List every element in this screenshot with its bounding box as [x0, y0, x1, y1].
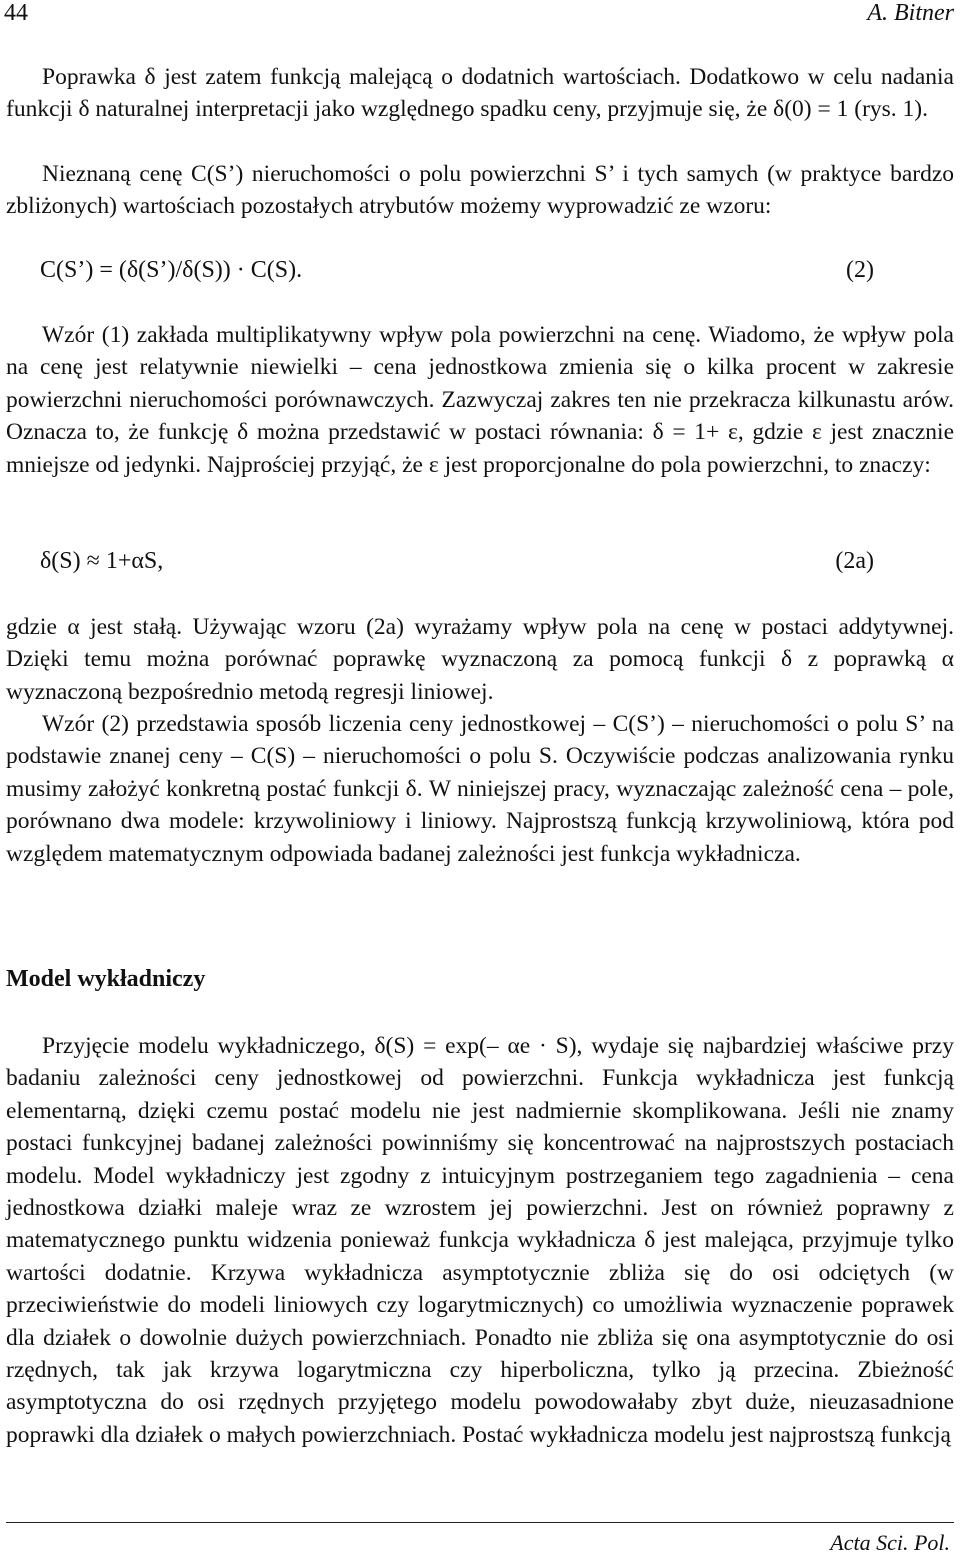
journal-footer: Acta Sci. Pol. [830, 1530, 950, 1555]
section-heading: Model wykładniczy [6, 966, 206, 992]
paragraph-unknown-price: Nieznaną cenę C(S’) nieruchomości o polu powierzchni S’ i tych samych (w praktyce bardzo zbliżonych) wartościach pozostałych atrybutów możemy wyprowadzić ze wzoru: [6, 161, 954, 220]
paragraph-multiplicative-effect: Wzór (1) zakłada multiplikatywny wpływ pola powierzchni na cenę. Wiadomo, że wpływ pola na cenę jest relatywnie niewielki – cena jednostkowa zmienia się o kilka procent w zakresie powierzchni nieruchomości porównawczych. Zazwyczaj zakres ten nie przekracza kilkunastu arów. Oznacza to, że funkcję δ można przedstawić w postaci równania: δ = 1+ ε, gdzie ε jest znacznie mniejsze od jedynki. Najprościej przyjąć, że ε jest proporcjonalne do pola powierzchni, to znaczy: [6, 322, 954, 478]
page-number: 44 [4, 0, 28, 26]
paragraph-formula-2-explanation: Wzór (2) przedstawia sposób liczenia ceny jednostkowej – C(S’) – nieruchomości o polu S’ na podstawie znanej ceny – C(S) – nieruchomości o polu S. Oczywiście podczas analizowania rynku musimy założyć konkretną postać funkcji δ. W niniejszej pracy, wyznaczając zależność cena – pole, porównano dwa modele: krzywoliniowy i liniowy. Najprostszą funkcją krzywoliniową, która pod względem matematycznym odpowiada badanej zależności jest funkcja wykładnicza. [6, 711, 954, 867]
equation-2a [40, 548, 874, 582]
paragraph-exponential-model: Przyjęcie modelu wykładniczego, δ(S) = exp(– αe · S), wydaje się najbardziej właściwe przy badaniu zależności ceny jednostkowej od powierzchni. Funkcja wykładnicza jest funkcją elementarną, dzięki czemu postać modelu nie jest nadmiernie skomplikowana. Jeśli nie znamy postaci funkcyjnej badanej zależności powinniśmy się koncentrować na najprostszych postaciach modelu. Model wykładniczy jest zgodny z intuicyjnym postrzeganiem tego zagadnienia – cena jednostkowa działki maleje wraz ze wzrostem jej powierzchni. Jest on również poprawny z matematycznego punktu widzenia ponieważ funkcja wykładnicza δ jest malejąca, przyjmuje tylko wartości dodatnie. Krzywa wykładnicza asymptotycznie zbliża się do osi odciętych (w przeciwieństwie do modeli liniowych czy logarytmicznych) co umożliwia wyznaczenie poprawek dla działek o dowolnie dużych powierzchniach. Ponadto nie zbliża się ona asymptotycznie do osi rzędnych, tak jak krzywa logarytmiczna czy hiperboliczna, tylko ją przecina. Zbieżność asymptotyczna do osi rzędnych przyjętego modelu powodowałaby zbyt duże, nieuzasadnione poprawki dla działek o małych powierzchniach. Postać wykładnicza modelu jest najprostszą funkcją [6, 1033, 954, 1448]
footer-rule [6, 1522, 954, 1523]
paragraph-alpha-constant: gdzie α jest stałą. Używając wzoru (2a) wyrażamy wpływ pola na cenę w postaci addytywnej. Dzięki temu można porównać poprawkę wyznaczoną za pomocą funkcji δ z poprawką α wyznaczoną bezpośrednio metodą regresji liniowej. [6, 614, 954, 705]
running-author: A. Bitner [867, 0, 954, 26]
equation-2a-number: (2a) [835, 548, 874, 574]
equation-2-number: (2) [846, 257, 874, 283]
equation-2 [40, 257, 874, 291]
running-header [0, 0, 960, 30]
paragraph-delta-decreasing: Poprawka δ jest zatem funkcją malejącą o dodatnich wartościach. Dodatkowo w celu nadania funkcji δ naturalnej interpretacji jako względnego spadku ceny, przyjmuje się, że δ(0) = 1 (rys. 1). [6, 64, 954, 123]
equation-2a-expression: δ(S) ≈ 1+αS, [40, 548, 164, 574]
equation-2-expression: C(S’) = (δ(S’)/δ(S)) · C(S). [40, 257, 303, 283]
